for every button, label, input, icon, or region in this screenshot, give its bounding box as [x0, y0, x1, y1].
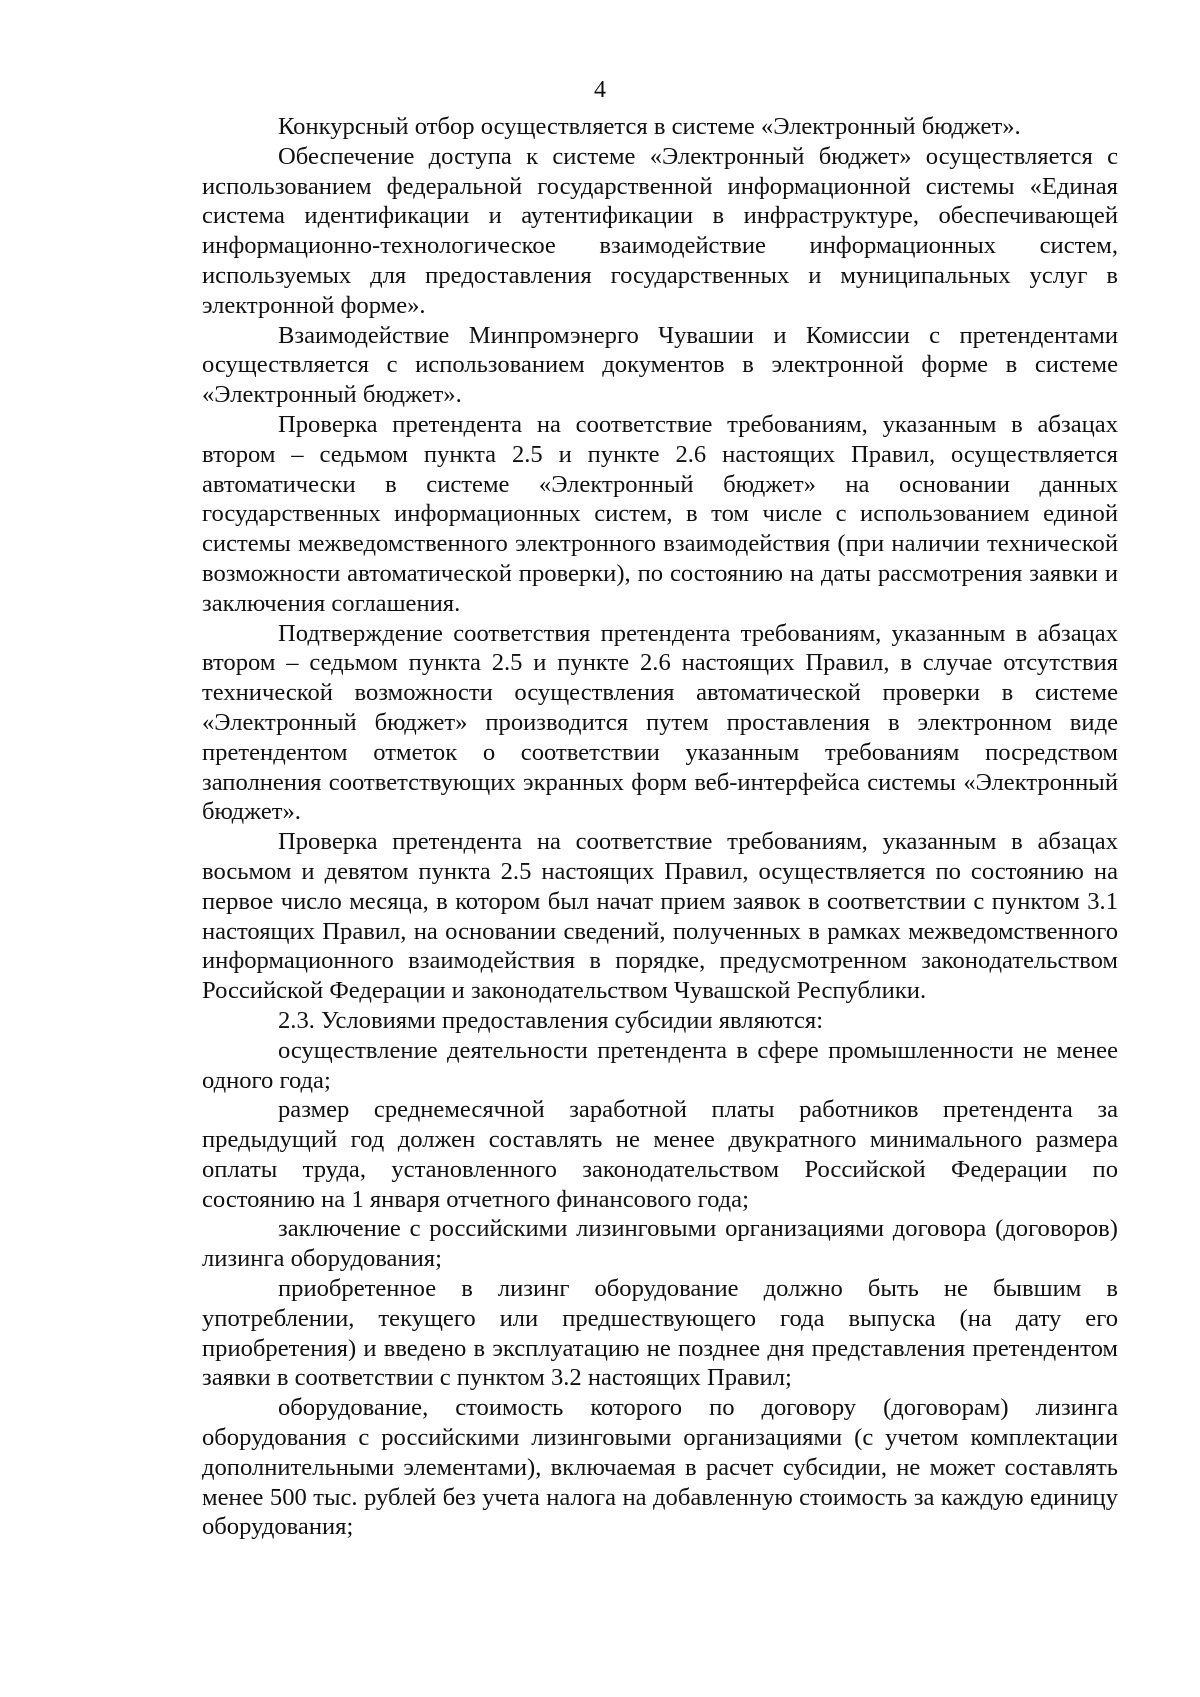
section-heading: 2.3. Условиями предоставления субсидии являются: [278, 1006, 824, 1034]
paragraph: Подтверждение соответствия претендента требованиям, указанным в абзацах втором – седьмом пункта 2.5 и пункте 2.6 настоящих Правил, в случае отсутствия технической возможности осуществления автоматической проверки в системе «Электронный бюджет» производится путем проставления в электронном виде претендентом отметок о соответствии указанным требованиям посредством заполнения соответствующих экранных форм веб-интерфейса системы «Электронный бюджет». [202, 619, 1118, 826]
condition-item: заключение с российскими лизинговыми организациями договора (договоров) лизинга оборудования; [202, 1215, 1118, 1273]
condition-item: оборудование, стоимость которого по договору (договорам) лизинга оборудования с российскими лизинговыми организациями (с учетом комплектации дополнительными элементами), включаемая в расчет субсидии, не может составлять менее 500 тыс. рублей без учета налога на добавленную стоимость за каждую единицу оборудования; [202, 1394, 1118, 1541]
document-body [202, 112, 1118, 1542]
paragraph: Проверка претендента на соответствие требованиям, указанным в абзацах втором – седьмом пункта 2.5 и пункте 2.6 настоящих Правил, осуществляется автоматически в системе «Электронный бюджет» на основании данных государственных информационных систем, в том числе с использованием единой системы межведомственного электронного взаимодействия (при наличии технической возможности автоматической проверки), по состоянию на даты рассмотрения заявки и заключения соглашения. [202, 410, 1118, 617]
condition-item: осуществление деятельности претендента в сфере промышленности не менее одного года; [202, 1036, 1118, 1094]
paragraph: Обеспечение доступа к системе «Электронный бюджет» осуществляется с использованием федеральной государственной информационной системы «Единая система идентификации и аутентификации в инфраструктуре, обеспечивающей информационно-технологическое взаимодействие информационных систем, используемых для предоставления государственных и муниципальных услуг в электронной форме». [202, 142, 1118, 319]
page-number: 4 [594, 77, 606, 103]
paragraph: Проверка претендента на соответствие требованиям, указанным в абзацах восьмом и девятом пункта 2.5 настоящих Правил, осуществляется по состоянию на первое число месяца, в котором был начат прием заявок в соответствии с пунктом 3.1 настоящих Правил, на основании сведений, полученных в рамках межведомственного информационного взаимодействия в порядке, предусмотренном законодательством Российской Федерации и законодательством Чувашской Республики. [202, 828, 1118, 1005]
paragraph: Взаимодействие Минпромэнерго Чувашии и Комиссии с претендентами осуществляется с использованием документов в электронной форме в системе «Электронный бюджет». [202, 321, 1118, 409]
condition-item: размер среднемесячной заработной платы работников претендента за предыдущий год должен составлять не менее двукратного минимального размера оплаты труда, установленного законодательством Российской Федерации по состоянию на 1 января отчетного финансового года; [202, 1096, 1118, 1213]
condition-item: приобретенное в лизинг оборудование должно быть не бывшим в употреблении, текущего или предшествующего года выпуска (на дату его приобретения) и введено в эксплуатацию не позднее дня представления претендентом заявки в соответствии с пунктом 3.2 настоящих Правил; [202, 1275, 1118, 1392]
paragraph: Конкурсный отбор осуществляется в системе «Электронный бюджет». [278, 113, 1021, 140]
